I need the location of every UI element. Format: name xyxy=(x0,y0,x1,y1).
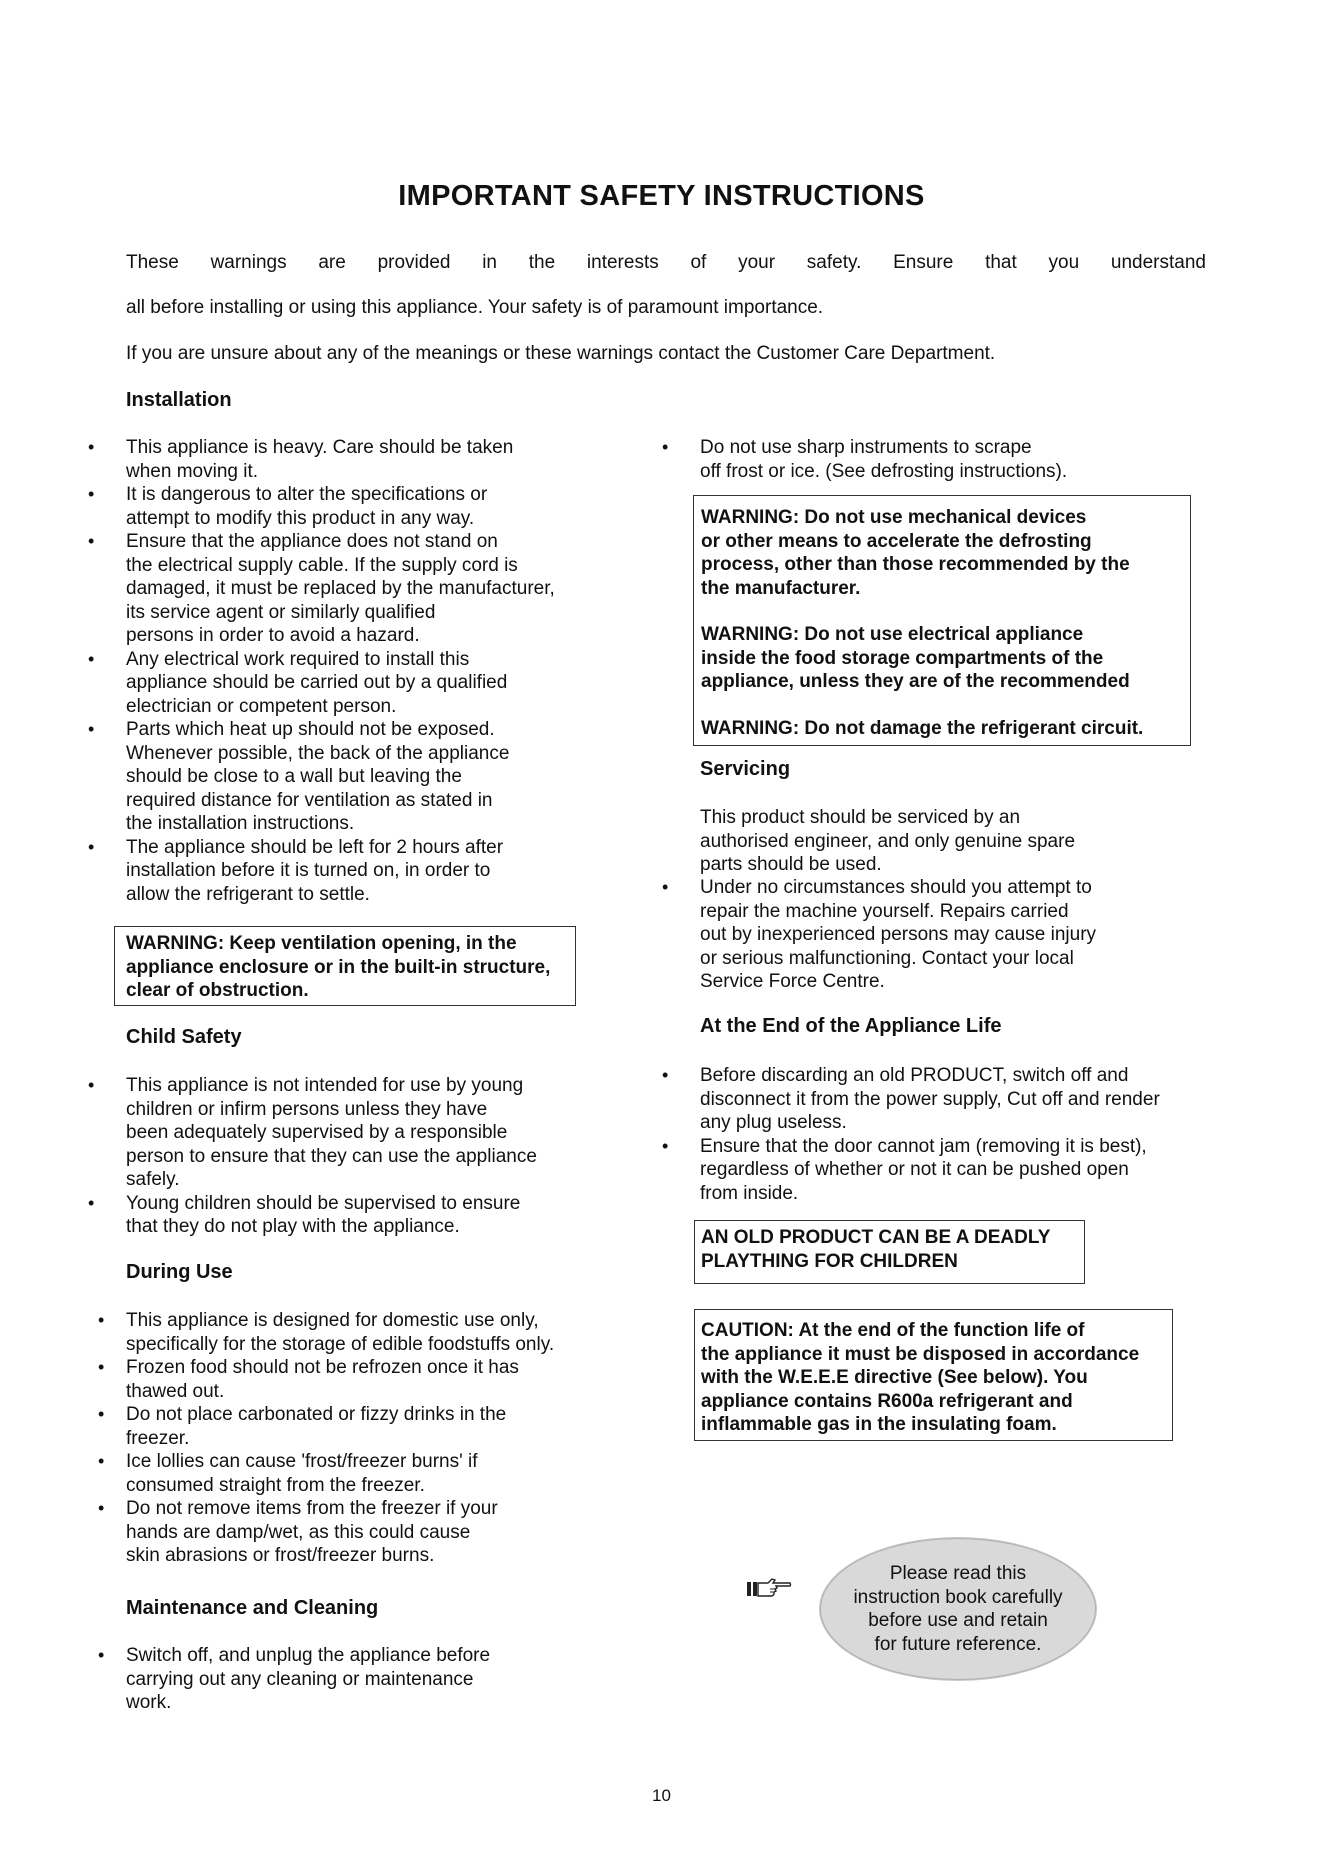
list-item-line: when moving it. xyxy=(126,460,259,482)
list-item-line: This appliance is not intended for use by young xyxy=(126,1075,524,1096)
list-item xyxy=(98,1450,606,1497)
caution-line: the appliance it must be disposed in accordance xyxy=(701,1343,1140,1365)
note-line: before use and retain xyxy=(868,1610,1048,1631)
list-item-line: the electrical supply cable. If the supply cord is xyxy=(126,554,518,576)
note-line: Please read this xyxy=(889,1563,1027,1584)
list-item-line: off frost or ice. (See defrosting instructions). xyxy=(700,460,1068,482)
list-item xyxy=(88,483,606,530)
list-item-line: Under no circumstances should you attempt to xyxy=(700,877,1092,898)
bullet-icon: • xyxy=(88,1192,95,1213)
read-instructions-note xyxy=(820,1538,1096,1680)
list-item-line: safely. xyxy=(126,1169,180,1190)
list-item-line: thawed out. xyxy=(126,1380,225,1402)
warning-line: clear of obstruction. xyxy=(126,980,309,1001)
list-item-line: specifically for the storage of edible foodstuffs only. xyxy=(126,1333,555,1355)
caution-box xyxy=(694,1309,1173,1441)
warning-line: WARNING: Do not use electrical appliance xyxy=(701,624,1084,645)
list-item-line: The appliance should be left for 2 hours after xyxy=(126,836,504,858)
warning-line: appliance, unless they are of the recommended xyxy=(701,671,1130,692)
during-use-list xyxy=(98,1309,606,1568)
page-title: IMPORTANT SAFETY INSTRUCTIONS xyxy=(398,180,925,212)
list-item-line: Parts which heat up should not be exposed. xyxy=(126,719,495,740)
list-item-line: disconnect it from the power supply, Cut off and render xyxy=(700,1088,1160,1110)
deadly-plaything-box xyxy=(694,1220,1085,1284)
warning-line: WARNING: Do not use mechanical devices xyxy=(701,507,1087,528)
list-item xyxy=(662,1064,1220,1135)
warning-line: the manufacturer. xyxy=(701,577,861,599)
list-item-line: or serious malfunctioning. Contact your local xyxy=(700,947,1074,969)
list-item-line: repair the machine yourself. Repairs carried xyxy=(700,900,1069,922)
list-item-line: regardless of whether or not it can be pushed open xyxy=(700,1159,1129,1180)
list-item-line: person to ensure that they can use the appliance xyxy=(126,1145,537,1167)
page-number: 10 xyxy=(652,1786,671,1805)
warning-paragraph xyxy=(701,717,1190,741)
caution-line: with the W.E.E.E directive (See below). You xyxy=(701,1367,1088,1388)
bullet-icon: • xyxy=(98,1451,105,1471)
bullet-icon: • xyxy=(662,1065,669,1085)
defrost-warnings-box xyxy=(693,495,1191,746)
list-item xyxy=(98,1497,606,1568)
list-item xyxy=(88,1192,606,1239)
maintenance-heading: Maintenance and Cleaning xyxy=(126,1597,379,1619)
list-item-line: should be close to a wall but leaving the xyxy=(126,766,462,787)
list-item-line: consumed straight from the freezer. xyxy=(126,1474,425,1496)
during-use-heading: During Use xyxy=(126,1261,233,1283)
list-item-line: damaged, it must be replaced by the manufacturer, xyxy=(126,578,555,599)
list-item-line: This appliance is heavy. Care should be taken xyxy=(126,437,514,458)
warning-line: WARNING: Keep ventilation opening, in the xyxy=(126,933,517,954)
list-item-line: skin abrasions or frost/freezer burns. xyxy=(126,1545,435,1566)
warning-line: WARNING: Do not damage the refrigerant circuit. xyxy=(701,717,1144,739)
bullet-icon: • xyxy=(662,1135,669,1156)
list-item-line: carrying out any cleaning or maintenance xyxy=(126,1668,474,1690)
caution-line: CAUTION: At the end of the function life of xyxy=(701,1320,1085,1341)
bullet-icon: • xyxy=(88,437,95,457)
list-item-line: appliance should be carried out by a qualified xyxy=(126,672,508,693)
list-item-line: Do not place carbonated or fizzy drinks in the xyxy=(126,1404,507,1425)
bullet-icon: • xyxy=(88,836,95,857)
end-of-life-list xyxy=(662,1064,1220,1205)
list-item-line: Any electrical work required to install this xyxy=(126,648,470,670)
list-item-line: out by inexperienced persons may cause injury xyxy=(700,924,1097,945)
list-item-line: Do not remove items from the freezer if your xyxy=(126,1498,498,1519)
installation-heading: Installation xyxy=(126,389,232,411)
list-item-line: Ice lollies can cause 'frost/freezer burns' if xyxy=(126,1451,478,1472)
list-item xyxy=(88,836,606,907)
list-item xyxy=(88,1074,606,1192)
bullet-icon: • xyxy=(88,484,95,504)
caution-line: inflammable gas in the insulating foam. xyxy=(701,1414,1057,1435)
child-safety-list xyxy=(88,1074,606,1239)
warning-line: appliance enclosure or in the built-in structure, xyxy=(126,956,551,978)
list-item-line: allow the refrigerant to settle. xyxy=(126,883,370,905)
list-item-line: Do not use sharp instruments to scrape xyxy=(700,437,1032,458)
note-line: instruction book carefully xyxy=(853,1586,1063,1608)
list-item-line: Young children should be supervised to ensure xyxy=(126,1192,521,1214)
list-item-line: required distance for ventilation as stated in xyxy=(126,789,493,811)
list-item-line: any plug useless. xyxy=(700,1112,847,1133)
list-item-line: the installation instructions. xyxy=(126,813,355,834)
intro-line-3: If you are unsure about any of the meanings or these warnings contact the Customer Care Department. xyxy=(126,343,996,364)
deadly-box-line: PLAYTHING FOR CHILDREN xyxy=(701,1250,958,1272)
list-item xyxy=(88,530,606,648)
defrost-list xyxy=(662,436,1200,483)
bullet-icon: • xyxy=(98,1498,105,1518)
deadly-box-line: AN OLD PRODUCT CAN BE A DEADLY xyxy=(701,1227,1051,1248)
bullet-icon: • xyxy=(88,719,95,739)
maintenance-list xyxy=(98,1644,606,1715)
list-item xyxy=(662,436,1200,483)
list-item xyxy=(98,1403,606,1450)
bullet-icon: • xyxy=(88,1075,95,1095)
servicing-paragraph xyxy=(700,806,1180,877)
servicing-line: parts should be used. xyxy=(700,854,882,875)
list-item-line: Frozen food should not be refrozen once it has xyxy=(126,1357,519,1378)
bullet-icon: • xyxy=(98,1404,105,1424)
list-item-line: Ensure that the appliance does not stand on xyxy=(126,531,498,552)
installation-list xyxy=(88,436,606,906)
list-item-line: from inside. xyxy=(700,1182,799,1204)
servicing-line: authorised engineer, and only genuine spare xyxy=(700,830,1076,852)
warning-line: or other means to accelerate the defrosting xyxy=(701,530,1092,552)
list-item-line: work. xyxy=(126,1692,172,1713)
bullet-icon: • xyxy=(98,1357,105,1377)
list-item-line: persons in order to avoid a hazard. xyxy=(126,625,420,646)
list-item-line: its service agent or similarly qualified xyxy=(126,601,436,623)
bullet-icon: • xyxy=(98,1645,105,1665)
list-item xyxy=(88,718,606,836)
list-item-line: freezer. xyxy=(126,1427,190,1449)
warning-line: inside the food storage compartments of the xyxy=(701,647,1104,669)
list-item-line: installation before it is turned on, in order to xyxy=(126,860,491,881)
ventilation-warning-box xyxy=(114,926,576,1006)
list-item xyxy=(98,1309,606,1356)
caution-line: appliance contains R600a refrigerant and xyxy=(701,1390,1073,1412)
bullet-icon: • xyxy=(662,877,669,897)
intro-line-2: all before installing or using this appliance. Your safety is of paramount importance. xyxy=(126,297,824,318)
pointing-hand-icon xyxy=(746,1574,792,1600)
list-item-line: electrician or competent person. xyxy=(126,695,397,717)
list-item-line: It is dangerous to alter the specifications or xyxy=(126,484,488,505)
bullet-icon: • xyxy=(88,648,95,669)
warning-paragraph xyxy=(701,623,1190,694)
list-item-line: attempt to modify this product in any way. xyxy=(126,507,475,529)
warning-paragraph xyxy=(701,506,1190,600)
list-item-line: that they do not play with the appliance. xyxy=(126,1216,460,1237)
servicing-line: This product should be serviced by an xyxy=(700,807,1021,828)
end-of-life-heading: At the End of the Appliance Life xyxy=(700,1015,1002,1037)
list-item-line: hands are damp/wet, as this could cause xyxy=(126,1521,471,1543)
note-line: for future reference. xyxy=(874,1633,1042,1655)
list-item-line: Before discarding an old PRODUCT, switch off and xyxy=(700,1065,1129,1086)
bullet-icon: • xyxy=(88,531,95,551)
servicing-list xyxy=(662,876,1180,994)
list-item xyxy=(88,648,606,719)
bullet-icon: • xyxy=(662,437,669,457)
list-item-line: children or infirm persons unless they have xyxy=(126,1098,488,1120)
bullet-icon: • xyxy=(98,1310,105,1330)
list-item xyxy=(662,1135,1220,1206)
list-item xyxy=(88,436,606,483)
warning-line: process, other than those recommended by the xyxy=(701,554,1130,575)
list-item-line: been adequately supervised by a responsible xyxy=(126,1122,508,1143)
list-item-line: This appliance is designed for domestic use only, xyxy=(126,1310,539,1331)
intro-line-1: These warnings are provided in the interests of your safety. Ensure that you understand xyxy=(126,252,1206,273)
list-item-line: Ensure that the door cannot jam (removing it is best), xyxy=(700,1135,1147,1157)
list-item xyxy=(98,1356,606,1403)
list-item-line: Whenever possible, the back of the appliance xyxy=(126,742,510,764)
list-item xyxy=(662,876,1180,994)
list-item xyxy=(98,1644,606,1715)
list-item-line: Service Force Centre. xyxy=(700,971,885,992)
servicing-heading: Servicing xyxy=(700,758,791,780)
child-safety-heading: Child Safety xyxy=(126,1026,242,1048)
list-item-line: Switch off, and unplug the appliance before xyxy=(126,1645,491,1666)
